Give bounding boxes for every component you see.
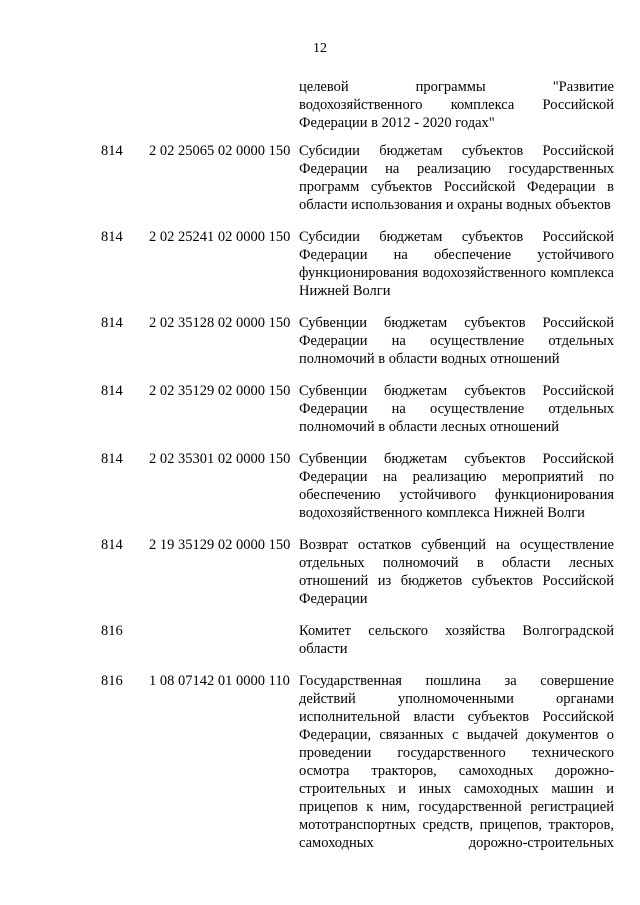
admin-code: 814 <box>101 383 123 399</box>
admin-code: 816 <box>101 623 123 639</box>
budget-classification-code: 2 02 25241 02 0000 150 <box>149 229 291 245</box>
administrator-name: Комитет сельского хозяйства Волгоградской области <box>299 623 614 657</box>
table-row <box>0 382 640 436</box>
admin-code: 816 <box>101 673 123 689</box>
budget-classification-code: 1 08 07142 01 0000 110 <box>149 673 290 689</box>
admin-code: 814 <box>101 229 123 245</box>
budget-codes-table <box>0 78 640 866</box>
income-description: Субвенции бюджетам субъектов Российской Федерации на осуществление отдельных полномочий в области лесных отношений <box>299 383 614 435</box>
budget-classification-code: 2 02 35129 02 0000 150 <box>149 383 291 399</box>
page-number: 12 <box>313 41 327 56</box>
income-description: Возврат остатков субвенций на осуществление отдельных полномочий в области лесных отношений из бюджетов субъектов Российской Федерации <box>299 537 614 607</box>
budget-classification-code: 2 19 35129 02 0000 150 <box>149 537 291 553</box>
table-row <box>0 536 640 608</box>
table-row <box>0 622 640 658</box>
income-description: Субвенции бюджетам субъектов Российской Федерации на реализацию мероприятий по обеспечению устойчивого функционирования водохозяйственного комплекса Нижней Волги <box>299 451 614 521</box>
table-row <box>0 228 640 300</box>
budget-classification-code: 2 02 25065 02 0000 150 <box>149 143 291 159</box>
income-description: Субсидии бюджетам субъектов Российской Федерации на реализацию государственных программ субъектов Российской Федерации в области использования и охраны водных объектов <box>299 143 614 213</box>
income-description: Субсидии бюджетам субъектов Российской Федерации на обеспечение устойчивого функционирования водохозяйственного комплекса Нижней Волги <box>299 229 614 299</box>
admin-code: 814 <box>101 315 123 331</box>
table-row <box>0 314 640 368</box>
table-row <box>0 142 640 214</box>
budget-classification-code: 2 02 35301 02 0000 150 <box>149 451 291 467</box>
table-row <box>0 450 640 522</box>
table-row <box>0 672 640 852</box>
admin-code: 814 <box>101 451 123 467</box>
income-description: Государственная пошлина за совершение действий уполномоченными органами исполнительной власти субъектов Российской Федерации, связанных с выдачей документов о проведении государственного технического осмотра тракторов, самоходных дорожно-строительных и иных самоходных машин и прицепов к ним, государственной регистрацией мототранспортных средств, прицепов, тракторов, самоходных дорожно-строительных <box>299 673 614 851</box>
table-row <box>0 78 640 132</box>
income-description: целевой программы "Развитие водохозяйственного комплекса Российской Федерации в 2012 - 2020 годах" <box>299 79 614 131</box>
budget-classification-code: 2 02 35128 02 0000 150 <box>149 315 291 331</box>
admin-code: 814 <box>101 537 123 553</box>
admin-code: 814 <box>101 143 123 159</box>
income-description: Субвенции бюджетам субъектов Российской Федерации на осуществление отдельных полномочий в области водных отношений <box>299 315 614 367</box>
